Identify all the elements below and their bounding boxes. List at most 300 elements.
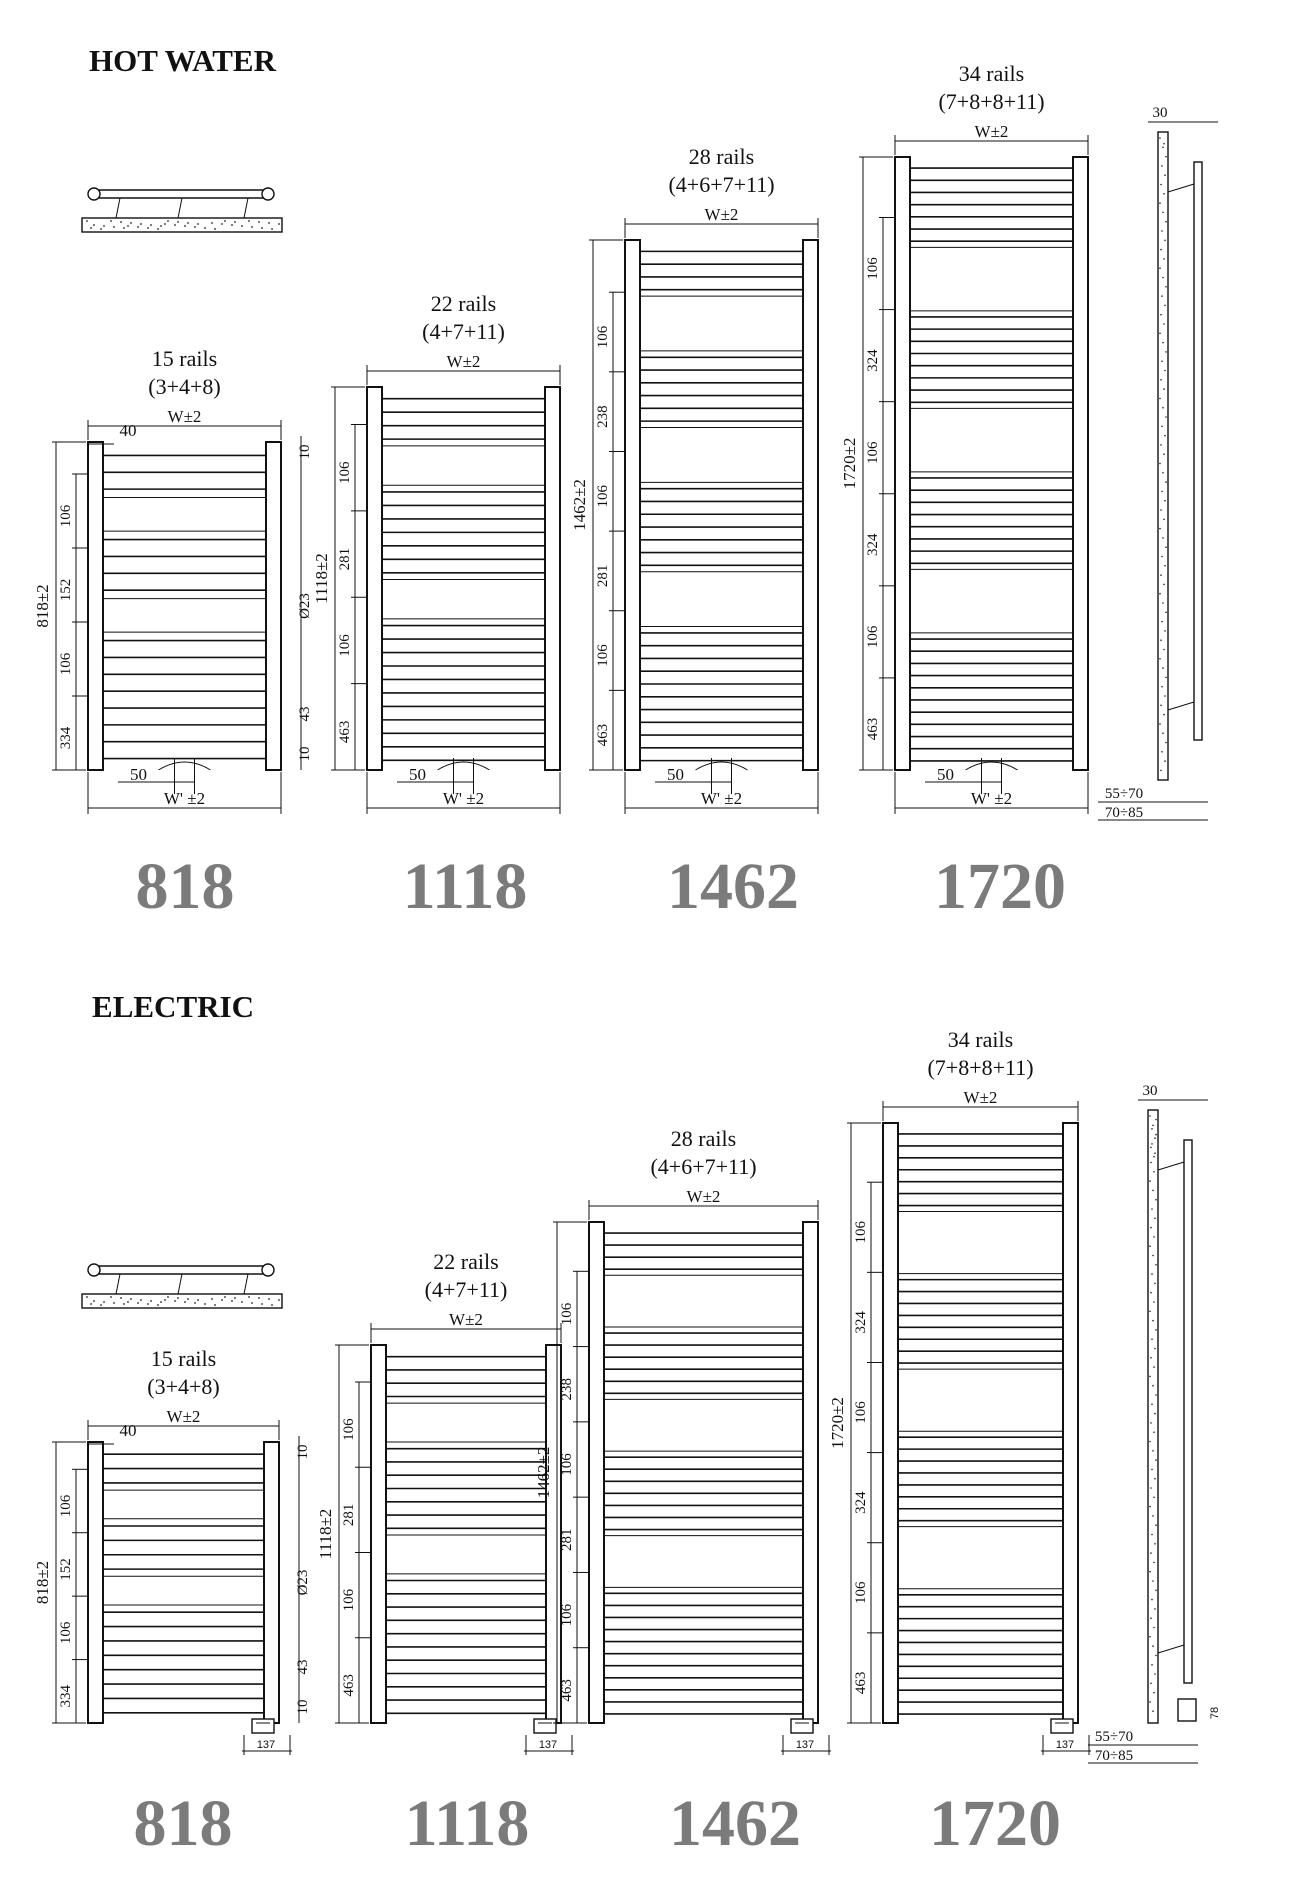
wall-texture bbox=[167, 220, 169, 222]
wall-texture bbox=[177, 1297, 179, 1299]
left-column bbox=[625, 240, 640, 770]
wall-section bbox=[1158, 132, 1168, 780]
width-label: W±2 bbox=[446, 352, 481, 371]
rails-groups-caption: (4+6+7+11) bbox=[668, 172, 775, 197]
gap-label: 281 bbox=[559, 1528, 575, 1552]
wall-texture bbox=[1159, 398, 1161, 400]
wall-texture bbox=[1161, 426, 1163, 428]
bottom-width-label: W' ±2 bbox=[442, 789, 485, 808]
rails-count-caption: 15 rails bbox=[150, 1346, 217, 1371]
column-plan-right bbox=[262, 1264, 274, 1276]
gap-label: 106 bbox=[853, 1401, 869, 1424]
model-1720 bbox=[840, 61, 1088, 923]
wall-texture bbox=[1164, 565, 1166, 567]
model-number: 1462 bbox=[669, 1787, 801, 1860]
wall-texture bbox=[248, 1296, 250, 1298]
wall-texture bbox=[1155, 1524, 1157, 1526]
wall-texture bbox=[127, 1301, 129, 1303]
wall-texture bbox=[1165, 286, 1167, 288]
diameter-label: Ø23 bbox=[297, 593, 313, 619]
wall-texture bbox=[1165, 351, 1167, 353]
wall-texture bbox=[234, 1297, 236, 1299]
height-label: 1462±2 bbox=[534, 1446, 553, 1499]
bracket-side bbox=[1158, 1645, 1184, 1653]
left-column bbox=[895, 157, 910, 770]
wall-texture bbox=[241, 225, 243, 227]
wall-texture bbox=[1154, 1348, 1156, 1350]
wall-texture bbox=[261, 227, 263, 229]
wall-texture bbox=[127, 225, 129, 227]
wall-texture bbox=[1154, 1283, 1156, 1285]
wall-texture bbox=[1150, 1227, 1152, 1229]
wall-texture bbox=[1162, 277, 1164, 279]
wall-texture bbox=[164, 223, 166, 225]
wall-texture bbox=[251, 1302, 253, 1304]
heater-label: 137 bbox=[256, 1739, 276, 1751]
wall-texture bbox=[1153, 1156, 1155, 1158]
wall-texture bbox=[1160, 705, 1162, 707]
gap-label: 106 bbox=[341, 1418, 357, 1441]
rails-groups-caption: (3+4+8) bbox=[147, 1374, 220, 1399]
column-plan-right bbox=[262, 188, 274, 200]
wall-texture bbox=[1160, 379, 1162, 381]
wall-texture bbox=[271, 228, 273, 230]
height-label: 1462±2 bbox=[570, 479, 589, 531]
wall-texture bbox=[278, 223, 280, 225]
wall-texture bbox=[1149, 1701, 1151, 1703]
gap-label: 106 bbox=[337, 461, 353, 484]
section-title: HOT WATER bbox=[89, 43, 276, 78]
wall-texture bbox=[1155, 1329, 1157, 1331]
wall-texture bbox=[147, 227, 149, 229]
width-label: W±2 bbox=[167, 407, 202, 426]
gap-label: 106 bbox=[853, 1581, 869, 1605]
bottom-width-label: W' ±2 bbox=[163, 789, 206, 808]
wall-texture bbox=[1159, 593, 1161, 595]
gap-label: 106 bbox=[853, 1221, 869, 1244]
bottom-offset-label: 10 bbox=[297, 746, 313, 762]
wall-texture bbox=[1160, 444, 1162, 446]
section-hot-water bbox=[33, 43, 1218, 923]
bracket-plan bbox=[116, 1274, 120, 1294]
gap-label: 106 bbox=[58, 1621, 74, 1645]
rails-count-caption: 22 rails bbox=[433, 1249, 499, 1274]
wall-texture bbox=[1160, 509, 1162, 511]
wall-texture bbox=[261, 1303, 263, 1305]
rails-count-caption: 28 rails bbox=[688, 144, 755, 169]
wall-texture bbox=[1149, 1180, 1151, 1182]
wall-texture bbox=[1151, 1664, 1153, 1666]
bracket-side bbox=[1168, 184, 1194, 192]
wall-texture bbox=[113, 1302, 115, 1304]
wall-texture bbox=[100, 228, 102, 230]
bracket-plan bbox=[244, 1274, 248, 1294]
wall-texture bbox=[1162, 342, 1164, 344]
wall-texture bbox=[197, 223, 199, 225]
height-label: 818±2 bbox=[33, 1560, 52, 1605]
wall-texture bbox=[1153, 1301, 1155, 1303]
gap-label: 463 bbox=[865, 717, 881, 741]
wall-texture bbox=[1162, 602, 1164, 604]
wall-texture bbox=[1164, 174, 1166, 176]
right-column bbox=[1073, 157, 1088, 770]
wall-texture bbox=[1149, 1571, 1151, 1573]
wall-texture bbox=[234, 221, 236, 223]
bracket-plan bbox=[244, 198, 248, 218]
model-1118 bbox=[316, 1249, 574, 1860]
wall-texture bbox=[150, 224, 152, 226]
offset-label: 50 bbox=[130, 765, 147, 784]
rail-plan bbox=[90, 190, 270, 198]
column-plan-left bbox=[88, 1264, 100, 1276]
wall-texture bbox=[1151, 1534, 1153, 1536]
offset-label: 50 bbox=[667, 765, 684, 784]
wall-texture bbox=[1165, 677, 1167, 679]
wall-texture bbox=[1151, 1404, 1153, 1406]
wall-texture bbox=[1152, 1645, 1154, 1647]
wall-texture bbox=[90, 227, 92, 229]
height-label: 1720±2 bbox=[840, 437, 859, 490]
lower-gap-label: 43 bbox=[297, 706, 313, 722]
gap-label: 334 bbox=[58, 1685, 74, 1708]
heater-element-icon bbox=[791, 1719, 813, 1733]
model-1462 bbox=[570, 144, 818, 923]
wall-texture bbox=[1159, 658, 1161, 660]
wall-texture bbox=[1151, 1273, 1153, 1275]
rails-groups-caption: (4+6+7+11) bbox=[650, 1154, 757, 1179]
width-label: W±2 bbox=[166, 1407, 201, 1426]
wall-texture bbox=[86, 220, 88, 222]
wall-texture bbox=[174, 224, 176, 226]
wall-texture bbox=[137, 1302, 139, 1304]
wall-texture bbox=[1160, 249, 1162, 251]
wall-gap-2-label: 70÷85 bbox=[1094, 1748, 1134, 1764]
gap-label: 106 bbox=[595, 485, 611, 508]
wall-texture bbox=[1152, 1710, 1154, 1712]
wall-texture bbox=[214, 1304, 216, 1306]
wall-texture bbox=[1153, 1692, 1155, 1694]
wall-texture bbox=[1163, 649, 1165, 651]
wall-texture bbox=[1150, 1487, 1152, 1489]
gap-label: 106 bbox=[595, 325, 611, 349]
wall-texture bbox=[204, 1303, 206, 1305]
wall-texture bbox=[130, 1298, 132, 1300]
wall-texture bbox=[1149, 1441, 1151, 1443]
wall-texture bbox=[1154, 1608, 1156, 1610]
gap-label: 324 bbox=[865, 533, 881, 557]
wall-texture bbox=[1163, 519, 1165, 521]
wall-texture bbox=[197, 1299, 199, 1301]
wall-texture bbox=[1154, 1478, 1156, 1480]
right-column bbox=[264, 1442, 279, 1723]
wall-texture bbox=[1163, 714, 1165, 716]
wall-texture bbox=[160, 1301, 162, 1303]
wall-texture bbox=[214, 228, 216, 230]
rails-count-caption: 34 rails bbox=[947, 1027, 1014, 1052]
wall-texture bbox=[1154, 1218, 1156, 1220]
wall-texture bbox=[1161, 751, 1163, 753]
wall-texture bbox=[1150, 1422, 1152, 1424]
model-number: 818 bbox=[133, 1787, 233, 1860]
model-number: 1720 bbox=[929, 1787, 1061, 1860]
depth-label: 30 bbox=[1142, 1083, 1158, 1099]
bracket-plan bbox=[178, 1274, 182, 1294]
offset-label: 50 bbox=[937, 765, 954, 784]
height-label: 1118±2 bbox=[312, 553, 331, 604]
depth-label: 30 bbox=[1152, 105, 1168, 121]
wall-texture bbox=[1160, 184, 1162, 186]
section-electric bbox=[33, 989, 1221, 1860]
width-label: W±2 bbox=[974, 122, 1009, 141]
wall-texture bbox=[1163, 193, 1165, 195]
gap-label: 106 bbox=[58, 1494, 74, 1518]
model-number: 818 bbox=[135, 850, 235, 923]
left-column bbox=[883, 1123, 898, 1723]
wall-texture bbox=[1152, 1450, 1154, 1452]
wall-texture bbox=[103, 225, 105, 227]
gap-label: 106 bbox=[865, 257, 881, 280]
wall-texture bbox=[1159, 528, 1161, 530]
gap-label: 152 bbox=[58, 578, 74, 602]
rail-plan bbox=[90, 1266, 270, 1274]
bottom-width-label: W' ±2 bbox=[700, 789, 743, 808]
right-column bbox=[803, 1222, 818, 1723]
gap-label: 281 bbox=[595, 564, 611, 588]
gap-label: 106 bbox=[559, 1603, 575, 1627]
gap-label: 106 bbox=[58, 504, 74, 528]
wall-texture bbox=[1163, 143, 1165, 145]
wall-texture bbox=[1161, 686, 1163, 688]
wall-texture bbox=[1159, 137, 1161, 139]
wall-texture bbox=[271, 1304, 273, 1306]
wall-texture bbox=[103, 1301, 105, 1303]
wall-texture bbox=[1155, 1119, 1157, 1121]
wall-texture bbox=[1164, 370, 1166, 372]
wall-texture bbox=[184, 225, 186, 227]
rails-count-caption: 15 rails bbox=[151, 346, 218, 371]
wall-texture bbox=[137, 226, 139, 228]
wall-texture bbox=[258, 221, 260, 223]
gap-label: 334 bbox=[58, 726, 74, 750]
wall-texture bbox=[140, 1299, 142, 1301]
wall-texture bbox=[1155, 1394, 1157, 1396]
heater-offset-label: 78 bbox=[1209, 1706, 1221, 1720]
wall-texture bbox=[1165, 612, 1167, 614]
wall-texture bbox=[1163, 584, 1165, 586]
bracket-side bbox=[1168, 702, 1194, 710]
radiator-side bbox=[1194, 162, 1202, 740]
wall-texture bbox=[1152, 1190, 1154, 1192]
wall-texture bbox=[258, 1297, 260, 1299]
wall-gap-2-label: 70÷85 bbox=[1104, 805, 1144, 821]
wall-texture bbox=[1152, 1255, 1154, 1257]
gap-label: 463 bbox=[853, 1671, 869, 1695]
wall-texture bbox=[1151, 1338, 1153, 1340]
wall-texture bbox=[221, 1299, 223, 1301]
wall-texture bbox=[147, 1303, 149, 1305]
column-plan-left bbox=[88, 188, 100, 200]
valve-arc bbox=[438, 762, 490, 770]
wall-texture bbox=[157, 228, 159, 230]
wall-texture bbox=[174, 1300, 176, 1302]
right-column bbox=[266, 442, 281, 770]
gap-label: 324 bbox=[853, 1311, 869, 1334]
width-label: W±2 bbox=[449, 1310, 483, 1329]
wall-texture bbox=[1153, 1366, 1155, 1368]
wall-texture bbox=[110, 220, 112, 222]
wall-texture bbox=[194, 1302, 196, 1304]
gap-label: 238 bbox=[595, 405, 611, 428]
wall-texture bbox=[164, 1299, 166, 1301]
top-offset-label: 10 bbox=[295, 1444, 311, 1460]
wall-texture bbox=[1165, 156, 1167, 158]
heater-element-icon bbox=[1051, 1719, 1073, 1733]
wall-texture bbox=[93, 1300, 95, 1302]
wall-texture bbox=[1155, 1590, 1157, 1592]
model-number: 1720 bbox=[934, 850, 1066, 923]
wall-texture bbox=[1162, 147, 1164, 149]
wall-texture bbox=[140, 223, 142, 225]
offset-label: 50 bbox=[409, 765, 426, 784]
wall-texture bbox=[251, 226, 253, 228]
wall-texture bbox=[1149, 1245, 1151, 1247]
wall-texture bbox=[211, 1298, 213, 1300]
model-number: 1118 bbox=[402, 850, 528, 923]
wall-texture bbox=[1164, 630, 1166, 632]
wall-texture bbox=[110, 1296, 112, 1298]
right-column bbox=[1063, 1123, 1078, 1723]
gap-label: 106 bbox=[559, 1302, 575, 1326]
wall-texture bbox=[86, 1296, 88, 1298]
wall-texture bbox=[1152, 1385, 1154, 1387]
wall-texture bbox=[1159, 463, 1161, 465]
left-column bbox=[88, 1442, 103, 1723]
model-1118 bbox=[312, 291, 560, 923]
radiator-side bbox=[1184, 1140, 1192, 1683]
wall-texture bbox=[160, 225, 162, 227]
wall-texture bbox=[1150, 1683, 1152, 1685]
wall-texture bbox=[150, 1300, 152, 1302]
bracket-side bbox=[1158, 1162, 1184, 1170]
wall-texture bbox=[194, 226, 196, 228]
model-1462 bbox=[534, 1126, 831, 1860]
wall-texture bbox=[221, 223, 223, 225]
wall-texture bbox=[1149, 1636, 1151, 1638]
wall-texture bbox=[1162, 537, 1164, 539]
valve-arc bbox=[159, 762, 211, 770]
heater-label: 137 bbox=[538, 1739, 558, 1751]
wall-texture bbox=[1151, 1128, 1153, 1130]
wall-texture bbox=[1155, 1199, 1157, 1201]
wall-texture bbox=[1153, 1236, 1155, 1238]
wall-texture bbox=[1154, 1152, 1156, 1154]
left-column bbox=[367, 387, 382, 770]
rails-groups-caption: (3+4+8) bbox=[148, 374, 221, 399]
wall-texture bbox=[1161, 295, 1163, 297]
wall-plan bbox=[82, 218, 282, 232]
wall-texture bbox=[1155, 1655, 1157, 1657]
height-label: 818±2 bbox=[33, 584, 52, 628]
bracket-plan bbox=[116, 198, 120, 218]
wall-texture bbox=[1150, 1357, 1152, 1359]
height-label: 1118±2 bbox=[316, 1508, 335, 1560]
wall-texture bbox=[1161, 360, 1163, 362]
wall-gap-1-label: 55÷70 bbox=[1104, 786, 1144, 802]
wall-texture bbox=[1152, 1580, 1154, 1582]
wall-texture bbox=[1149, 1311, 1151, 1313]
wall-texture bbox=[1162, 212, 1164, 214]
gap-label: 106 bbox=[595, 644, 611, 667]
wall-texture bbox=[1162, 667, 1164, 669]
wall-texture bbox=[1153, 1497, 1155, 1499]
wall-texture bbox=[1164, 240, 1166, 242]
right-column bbox=[803, 240, 818, 770]
right-column bbox=[545, 387, 560, 770]
wall-texture bbox=[1153, 1562, 1155, 1564]
wall-texture bbox=[1152, 1320, 1154, 1322]
wall-texture bbox=[1159, 202, 1161, 204]
left-column bbox=[371, 1345, 386, 1723]
wall-texture bbox=[1164, 695, 1166, 697]
wall-texture bbox=[231, 224, 233, 226]
wall-texture bbox=[1155, 1134, 1157, 1136]
wall-texture bbox=[1153, 1431, 1155, 1433]
wall-texture bbox=[1163, 388, 1165, 390]
gap-label: 106 bbox=[337, 634, 353, 657]
diameter-label: Ø23 bbox=[295, 1569, 311, 1596]
wall-texture bbox=[130, 222, 132, 224]
wall-texture bbox=[1151, 1208, 1153, 1210]
wall-texture bbox=[123, 1303, 125, 1305]
heater-element-icon bbox=[252, 1719, 274, 1733]
wall-texture bbox=[1153, 1171, 1155, 1173]
wall-texture bbox=[1153, 1627, 1155, 1629]
wall-texture bbox=[1160, 574, 1162, 576]
wall-texture bbox=[120, 221, 122, 223]
gap-label: 463 bbox=[337, 720, 353, 744]
wall-texture bbox=[241, 1301, 243, 1303]
wall-texture bbox=[1162, 407, 1164, 409]
gap-label: 324 bbox=[865, 349, 881, 372]
model-number: 1462 bbox=[667, 850, 799, 923]
wall-texture bbox=[93, 224, 95, 226]
wall-texture bbox=[1155, 1459, 1157, 1461]
wall-texture bbox=[1151, 1143, 1153, 1145]
top-offset-label: 10 bbox=[297, 444, 313, 460]
wall-texture bbox=[1159, 333, 1161, 335]
wall-texture bbox=[278, 1299, 280, 1301]
wall-texture bbox=[1160, 770, 1162, 772]
wall-texture bbox=[1161, 556, 1163, 558]
rails-groups-caption: (7+8+8+11) bbox=[927, 1055, 1034, 1080]
wall-texture bbox=[1154, 1137, 1156, 1139]
width-label: W±2 bbox=[963, 1088, 998, 1107]
width-label: W±2 bbox=[704, 205, 739, 224]
wall-texture bbox=[1149, 1506, 1151, 1508]
bottom-offset-label: 10 bbox=[295, 1699, 311, 1715]
model-number: 1118 bbox=[404, 1787, 530, 1860]
wall-texture bbox=[90, 1303, 92, 1305]
gap-label: 106 bbox=[58, 652, 74, 676]
rails-groups-caption: (4+7+11) bbox=[422, 319, 505, 344]
rails-count-caption: 34 rails bbox=[958, 61, 1025, 86]
wall-texture bbox=[1161, 621, 1163, 623]
wall-texture bbox=[1165, 742, 1167, 744]
wall-texture bbox=[1151, 1469, 1153, 1471]
gap-label: 238 bbox=[559, 1377, 575, 1401]
wall-texture bbox=[1150, 1552, 1152, 1554]
wall-texture bbox=[100, 1304, 102, 1306]
